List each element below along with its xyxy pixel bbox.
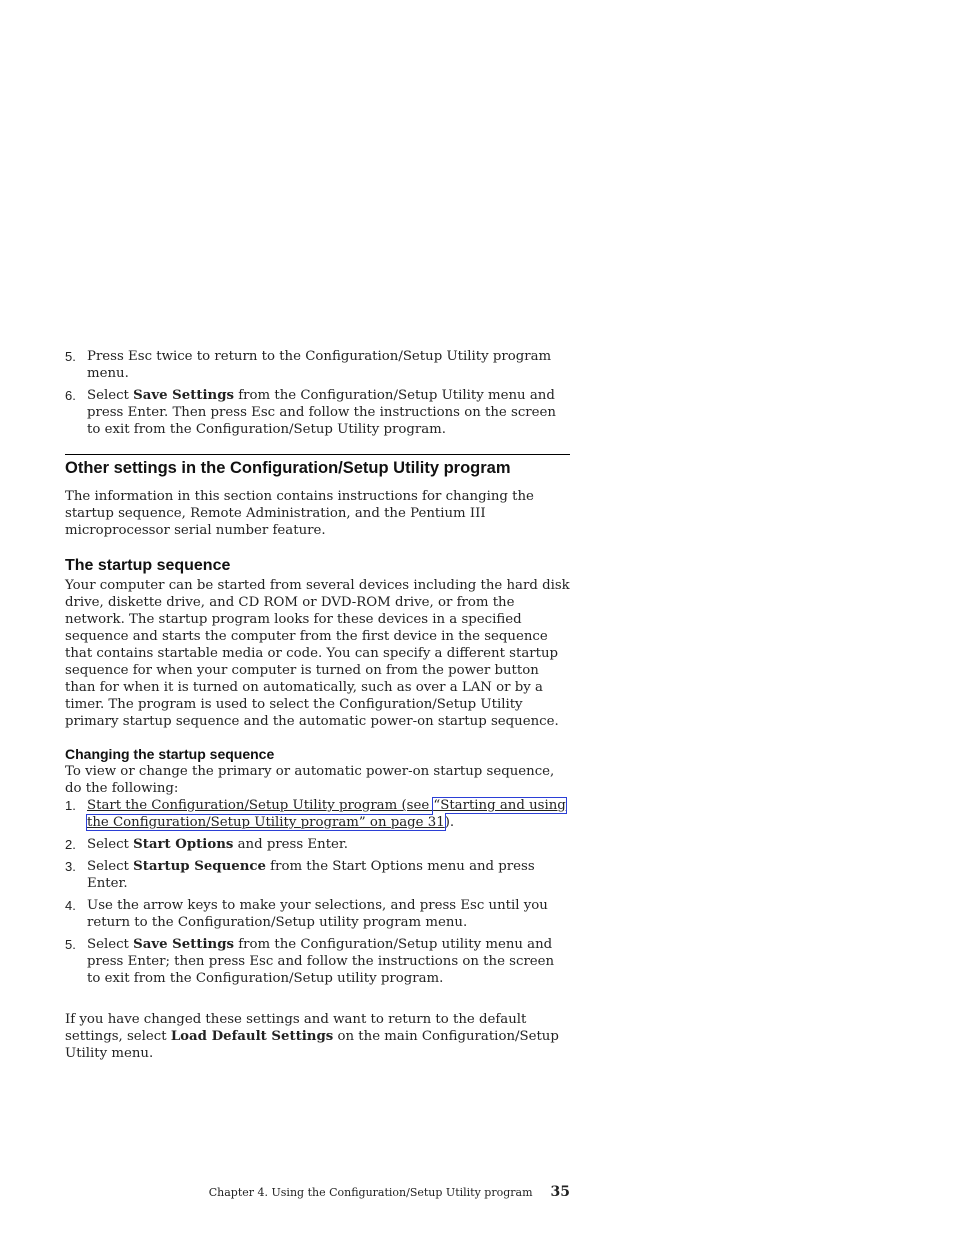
step-number: 2.	[65, 837, 76, 852]
startup-body-paragraph: Your computer can be started from several devices including the hard disk drive, diskette drive, and CD ROM or DVD-ROM drive, or from the network. The startup program looks for these devices in a specified sequence and starts the computer from the first device in the sequence that contains startable media or code. You can specify a different startup sequence for when your computer is turned on from the power button than for when it is turned on automatically, such as over a LAN or by a timer. The program is used to select the Configuration/Setup Utility primary startup sequence and the automatic power-on startup sequence.	[65, 578, 570, 729]
step-number: 1.	[65, 798, 76, 813]
footer-chapter-title: Chapter 4. Using the Configuration/Setup Utility program	[208, 1186, 533, 1199]
step-text: Press Esc twice to return to the Configuration/Setup Utility program menu.	[87, 349, 552, 381]
list-item: 3. Select Startup Sequence from the Start Options menu and press Enter.	[65, 859, 535, 891]
menu-item-reference: Save Settings	[133, 388, 235, 403]
section-intro: The information in this section contains instructions for changing the startup sequence, Remote Administration, and the Pentium III microprocessor serial number feature.	[65, 489, 534, 538]
closing-paragraph: If you have changed these settings and want to return to the default settings, select Load Default Settings on the main Configuration/Setup Utility menu.	[65, 1012, 559, 1061]
cross-reference-box[interactable]: “Starting and using the Configuration/Setup Utility program” on page 31	[87, 798, 566, 830]
section-divider	[65, 454, 570, 455]
step-number: 4.	[65, 898, 76, 913]
section-heading: Other settings in the Configuration/Setup Utility program	[65, 459, 511, 477]
step-text-pre: Select	[87, 388, 134, 403]
list-item: 5. Select Save Settings from the Configuration/Setup utility menu and press Enter; then press Esc and follow the instructions on the screen to exit from the Configuration/Setup utility program.	[65, 937, 555, 986]
step-number: 5.	[65, 349, 76, 364]
list-item: 2. Select Start Options and press Enter.	[65, 837, 349, 852]
step-text-post: from the Configuration/Setup Utility menu and press Enter. Then press Esc and follow the instructions on the screen to exit from the Configuration/Setup Utility program.	[87, 388, 556, 437]
page-number: 35	[550, 1184, 570, 1200]
step-number: 3.	[65, 859, 76, 874]
menu-item-reference: Save Settings	[133, 937, 235, 952]
step-number: 5.	[65, 937, 76, 952]
cross-reference-link[interactable]: Start the Configuration/Setup Utility program (see “Starting and using the Configuration/Setup Utility program” on page 31	[87, 798, 566, 830]
list-item	[65, 897, 570, 931]
step-text-post: ).	[444, 815, 455, 830]
page-footer	[0, 1181, 570, 1200]
list-item	[65, 348, 570, 382]
changing-steps-list	[65, 797, 570, 987]
step-number: 6.	[65, 388, 76, 403]
menu-item-reference: Startup Sequence	[133, 859, 266, 874]
document-page	[65, 348, 570, 1062]
step-text: Use the arrow keys to make your selections, and press Esc until you return to the Configuration/Setup utility program menu.	[87, 898, 548, 930]
continued-steps-list	[65, 348, 570, 438]
list-item	[65, 387, 570, 438]
subsection-heading: The startup sequence	[65, 557, 231, 574]
list-item	[65, 797, 570, 831]
subsubsection-heading: Changing the startup sequence	[65, 746, 275, 762]
changing-intro: To view or change the primary or automatic power-on startup sequence, do the following:	[65, 764, 555, 796]
menu-item-reference: Start Options	[133, 837, 234, 852]
menu-item-reference: Load Default Settings	[170, 1029, 334, 1044]
